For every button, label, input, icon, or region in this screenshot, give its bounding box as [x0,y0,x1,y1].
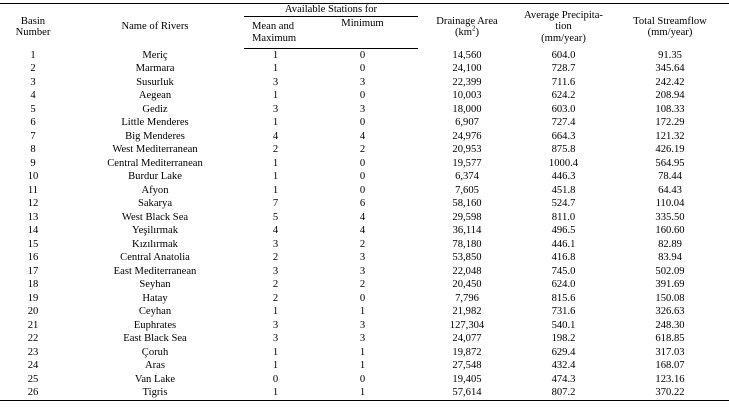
cell-stations-minimum: 0 [359,90,366,102]
table-row [0,49,729,63]
table-row [0,90,729,104]
cell-stations-mean-max: 4 [272,225,279,237]
cell-basin-number: 1 [30,49,36,61]
cell-avg-precipitation: 603.0 [551,103,576,115]
cell-basin-number: 22 [27,333,39,345]
cell-stations-minimum: 0 [359,49,366,61]
cell-river-name: Burdur Lake [128,171,182,183]
cell-avg-precipitation: 474.3 [551,373,576,385]
cell-river-name: Sakarya [137,198,173,210]
cell-total-streamflow: 242.42 [655,76,685,88]
cell-stations-mean-max: 1 [272,49,279,61]
cell-stations-mean-max: 1 [244,387,307,401]
cell-basin-number: 15 [27,238,39,250]
cell-basin-number: 18 [27,279,39,291]
cell-avg-precipitation: 624.0 [551,279,576,291]
cell-total-streamflow: 83.94 [658,252,682,264]
cell-avg-precipitation: 446.3 [551,171,576,183]
table-row [0,373,729,387]
cell-drainage-area: 6,374 [455,171,479,183]
cell-total-streamflow: 335.50 [655,211,685,223]
cell-drainage-area: 53,850 [452,252,482,264]
cell-basin-number: 16 [27,252,39,264]
cell-river-name: Aras [144,360,165,372]
cell-total-streamflow: 618.85 [655,333,685,345]
cell-river-name: Euphrates [133,319,177,331]
cell-drainage-area: 21,982 [452,306,482,318]
table-row [0,306,729,320]
cell-basin-number: 24 [27,360,39,372]
cell-stations-minimum: 1 [307,387,418,401]
cell-stations-mean-max: 1 [272,306,279,318]
cell-drainage-area: 22,048 [452,265,482,277]
cell-stations-minimum: 2 [359,238,366,250]
cell-avg-precipitation: 496.5 [551,225,576,237]
cell-basin-number: 13 [27,211,39,223]
cell-stations-minimum: 3 [359,333,366,345]
cell-stations-mean-max: 3 [272,76,279,88]
cell-total-streamflow: 78.44 [658,171,682,183]
header-drainage-area: Drainage Area $(km^2)$ [418,4,516,49]
cell-basin-number: 7 [30,130,36,142]
cell-stations-mean-max: 3 [272,333,279,345]
cell-stations-mean-max: 3 [272,265,279,277]
table-row [0,346,729,360]
cell-avg-precipitation: 524.7 [551,198,576,210]
cell-stations-mean-max: 1 [272,157,279,169]
cell-stations-minimum: 2 [359,144,366,156]
cell-stations-minimum: 6 [359,198,366,210]
table-row [0,225,729,239]
cell-total-streamflow: 208.94 [655,90,685,102]
table-row [0,211,729,225]
cell-avg-precipitation: 198.2 [551,333,576,345]
cell-stations-minimum: 0 [359,184,366,196]
table-row [0,279,729,293]
cell-stations-minimum: 3 [359,103,366,115]
cell-river-name: Marmara [135,63,175,75]
cell-river-name: Gediz [142,103,168,115]
cell-river-name: Aegean [138,90,172,102]
header-total-streamflow: Total Streamflow (mm/year) [611,4,729,49]
cell-stations-minimum: 0 [359,373,366,385]
cell-stations-minimum: 3 [359,265,366,277]
cell-total-streamflow: 123.16 [655,373,685,385]
cell-drainage-area: 20,953 [452,144,482,156]
table-row [0,333,729,347]
cell-basin-number: 21 [27,319,39,331]
table-row [0,184,729,198]
cell-stations-minimum: 3 [359,252,366,264]
cell-river-name: Central Mediterranean [107,157,203,169]
cell-stations-mean-max: 1 [272,184,279,196]
cell-total-streamflow: 121.32 [655,130,685,142]
cell-basin-number: 2 [30,63,36,75]
cell-stations-minimum: 0 [359,171,366,183]
cell-river-name: Çoruh [141,346,169,358]
table-row [0,238,729,252]
cell-river-name: East Black Sea [123,333,187,345]
cell-drainage-area: 127,304 [449,319,485,331]
header-minimum: Minimum [307,17,418,49]
cell-river-name: Tigris [66,387,244,401]
table-row [0,63,729,77]
cell-drainage-area: 27,548 [452,360,482,372]
cell-total-streamflow: 64.43 [658,184,682,196]
cell-total-streamflow: 317.03 [655,346,685,358]
header-available-stations: Available Stations for [244,4,418,17]
cell-basin-number: 25 [27,373,39,385]
cell-river-name: Susurluk [136,76,174,88]
cell-river-name: Little Menderes [121,117,189,129]
cell-river-name: West Black Sea [121,211,189,223]
cell-avg-precipitation: 416.8 [551,252,576,264]
cell-avg-precipitation: 451.8 [551,184,576,196]
cell-basin-number: 26 [0,387,66,401]
cell-stations-minimum: 4 [359,130,366,142]
cell-drainage-area: 29,598 [452,211,482,223]
table-row [0,76,729,90]
cell-basin-number: 8 [30,144,36,156]
cell-drainage-area: 6,907 [455,117,479,129]
cell-stations-mean-max: 2 [272,144,279,156]
cell-basin-number: 4 [30,90,36,102]
table-row [0,157,729,171]
cell-avg-precipitation: 875.8 [551,144,576,156]
cell-drainage-area: 7,796 [455,292,479,304]
cell-stations-mean-max: 1 [272,90,279,102]
cell-total-streamflow: 248.30 [655,319,685,331]
table-row [0,198,729,212]
cell-stations-minimum: 2 [359,279,366,291]
cell-drainage-area: 24,077 [452,333,482,345]
cell-drainage-area: 78,180 [452,238,482,250]
header-average-precipitation: Average Precipita- tion (mm/year) [516,4,611,49]
cell-avg-precipitation: 664.3 [551,130,576,142]
cell-avg-precipitation: 629.4 [551,346,576,358]
cell-total-streamflow: 82.89 [658,238,682,250]
cell-river-name: Big Menderes [125,130,185,142]
cell-drainage-area: 19,872 [452,346,482,358]
cell-total-streamflow: 110.04 [655,198,685,210]
cell-basin-number: 6 [30,117,36,129]
cell-drainage-area: 19,405 [452,373,482,385]
cell-total-streamflow: 91.35 [658,49,682,61]
cell-drainage-area: 57,614 [418,387,516,401]
cell-stations-mean-max: 1 [272,346,279,358]
river-basins-table [0,3,729,401]
cell-stations-mean-max: 2 [272,252,279,264]
cell-drainage-area: 14,560 [452,49,482,61]
cell-total-streamflow: 108.33 [655,103,685,115]
cell-basin-number: 9 [30,157,36,169]
cell-stations-mean-max: 0 [272,373,279,385]
table-row [0,265,729,279]
cell-stations-minimum: 1 [359,306,366,318]
cell-drainage-area: 36,114 [452,225,482,237]
cell-stations-minimum: 1 [359,346,366,358]
table-row [0,117,729,131]
cell-avg-precipitation: 807.2 [516,387,611,401]
cell-total-streamflow: 160.60 [655,225,685,237]
cell-total-streamflow: 150.08 [655,292,685,304]
cell-river-name: East Mediterranean [113,265,197,277]
cell-avg-precipitation: 624.2 [551,90,576,102]
cell-basin-number: 23 [27,346,39,358]
cell-river-name: Meriç [142,49,168,61]
table-row [0,130,729,144]
cell-stations-mean-max: 4 [272,130,279,142]
cell-total-streamflow: 564.95 [655,157,685,169]
cell-drainage-area: 18,000 [452,103,482,115]
cell-river-name: Seyhan [139,279,171,291]
header-basin-number: Basin Number [0,4,66,49]
cell-avg-precipitation: 604.0 [551,49,576,61]
cell-river-name: Ceyhan [138,306,172,318]
cell-stations-mean-max: 1 [272,63,279,75]
table-row [0,103,729,117]
cell-avg-precipitation: 540.1 [551,319,576,331]
cell-drainage-area: 20,450 [452,279,482,291]
table-body [0,49,729,401]
cell-stations-mean-max: 1 [272,171,279,183]
cell-avg-precipitation: 728.7 [551,63,576,75]
cell-avg-precipitation: 446.1 [551,238,576,250]
cell-avg-precipitation: 811.0 [551,211,576,223]
cell-basin-number: 10 [27,171,39,183]
cell-drainage-area: 24,100 [452,63,482,75]
cell-total-streamflow: 391.69 [655,279,685,291]
table-row [0,171,729,185]
cell-basin-number: 5 [30,103,36,115]
cell-drainage-area: 22,399 [452,76,482,88]
cell-basin-number: 20 [27,306,39,318]
cell-basin-number: 17 [27,265,39,277]
cell-basin-number: 12 [27,198,39,210]
cell-stations-minimum: 0 [359,292,366,304]
cell-drainage-area: 24,976 [452,130,482,142]
cell-basin-number: 14 [27,225,39,237]
cell-stations-mean-max: 5 [272,211,279,223]
cell-stations-minimum: 3 [359,319,366,331]
cell-avg-precipitation: 815.6 [551,292,576,304]
cell-basin-number: 3 [30,76,36,88]
cell-drainage-area: 10,003 [452,90,482,102]
cell-total-streamflow: 502.09 [655,265,685,277]
cell-river-name: Kızılırmak [132,238,178,250]
cell-stations-mean-max: 7 [272,198,279,210]
cell-total-streamflow: 426.19 [655,144,685,156]
cell-drainage-area: 58,160 [452,198,482,210]
cell-river-name: Yeşilırmak [131,225,178,237]
cell-river-name: Afyon [141,184,169,196]
header-name-of-rivers: Name of Rivers [66,4,244,49]
cell-stations-mean-max: 2 [272,292,279,304]
cell-stations-minimum: 4 [359,225,366,237]
cell-stations-mean-max: 3 [272,238,279,250]
cell-stations-minimum: 4 [359,211,366,223]
cell-river-name: Central Anatolia [120,252,190,264]
cell-avg-precipitation: 1000.4 [548,157,579,169]
cell-avg-precipitation: 731.6 [551,306,576,318]
header-mean-and-maximum: Mean and Maximum [244,17,307,49]
cell-stations-minimum: 0 [359,157,366,169]
cell-stations-minimum: 0 [359,117,366,129]
table-row [0,360,729,374]
cell-avg-precipitation: 711.6 [551,76,576,88]
cell-drainage-area: 19,577 [452,157,482,169]
cell-stations-minimum: 1 [359,360,366,372]
cell-river-name: Hatay [142,292,168,304]
cell-total-streamflow: 172.29 [655,117,685,129]
cell-total-streamflow: 326.63 [655,306,685,318]
cell-river-name: West Mediterranean [112,144,198,156]
cell-stations-mean-max: 2 [272,279,279,291]
cell-stations-minimum: 3 [359,76,366,88]
table-row [0,144,729,158]
table-row [0,387,729,401]
cell-basin-number: 11 [27,184,39,196]
cell-drainage-area: 7,605 [455,184,479,196]
cell-avg-precipitation: 727.4 [551,117,576,129]
cell-avg-precipitation: 745.0 [551,265,576,277]
cell-total-streamflow: 168.07 [655,360,685,372]
cell-stations-mean-max: 1 [272,360,279,372]
table-row [0,319,729,333]
cell-stations-mean-max: 3 [272,319,279,331]
table-row [0,292,729,306]
cell-stations-mean-max: 3 [272,103,279,115]
cell-total-streamflow: 345.64 [655,63,685,75]
cell-stations-minimum: 0 [359,63,366,75]
cell-total-streamflow: 370.22 [611,387,729,401]
cell-avg-precipitation: 432.4 [551,360,576,372]
cell-basin-number: 19 [27,292,39,304]
cell-river-name: Van Lake [134,373,176,385]
cell-stations-mean-max: 1 [272,117,279,129]
table-row [0,252,729,266]
table-header [0,4,729,49]
